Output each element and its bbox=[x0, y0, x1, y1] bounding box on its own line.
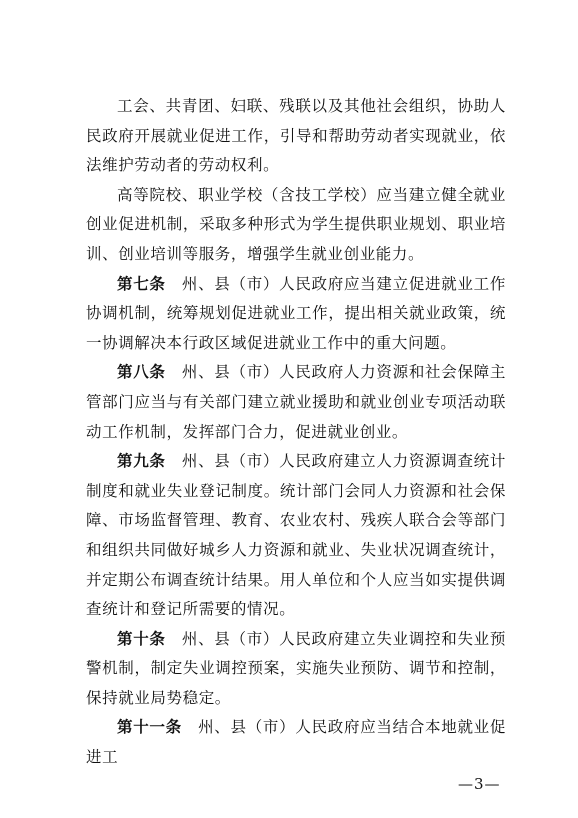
article-text: 州、县（市）人民政府应当建立促进就业工作协调机制，统筹规划促进就业工作，提出相关就业政策，统一协调解决本行政区域促进就业工作中的重大问题。 bbox=[86, 274, 506, 352]
article-heading: 第七条 bbox=[117, 274, 166, 293]
article-10 bbox=[86, 625, 506, 714]
article-text: 州、县（市）人民政府建立失业调控和失业预警机制，制定失业调控预案，实施失业预防、调节和控制，保持就业局势稳定。 bbox=[86, 629, 506, 707]
article-heading: 第九条 bbox=[117, 452, 166, 471]
paragraph-higher-education bbox=[86, 181, 506, 270]
article-heading: 第十一条 bbox=[117, 718, 182, 737]
document-body bbox=[86, 92, 506, 773]
paragraph-social-organizations bbox=[86, 92, 506, 181]
paragraph-text: 高等院校、职业学校（含技工学校）应当建立健全就业创业促进机制，采取多种形式为学生提供职业规划、职业培训、创业培训等服务，增强学生就业创业能力。 bbox=[86, 185, 506, 263]
article-9 bbox=[86, 447, 506, 625]
article-text: 州、县（市）人民政府应当结合本地就业促进工 bbox=[86, 718, 506, 767]
page-number: —3— bbox=[458, 775, 501, 793]
article-text: 州、县（市）人民政府建立人力资源调查统计制度和就业失业登记制度。统计部门会同人力资源和社会保障、市场监督管理、教育、农业农村、残疾人联合会等部门和组织共同做好城乡人力资源和就业、失业状况调查统计，并定期公布调查统计结果。用人单位和个人应当如实提供调查统计和登记所需要的情况。 bbox=[86, 452, 506, 619]
article-8 bbox=[86, 358, 506, 447]
article-text: 州、县（市）人民政府人力资源和社会保障主管部门应当与有关部门建立就业援助和就业创业专项活动联动工作机制，发挥部门合力，促进就业创业。 bbox=[86, 363, 506, 441]
article-7 bbox=[86, 270, 506, 359]
article-heading: 第八条 bbox=[117, 363, 166, 382]
article-heading: 第十条 bbox=[117, 629, 166, 648]
paragraph-text: 工会、共青团、妇联、残联以及其他社会组织，协助人民政府开展就业促进工作，引导和帮助劳动者实现就业，依法维护劳动者的劳动权利。 bbox=[86, 97, 506, 175]
article-11 bbox=[86, 713, 506, 772]
